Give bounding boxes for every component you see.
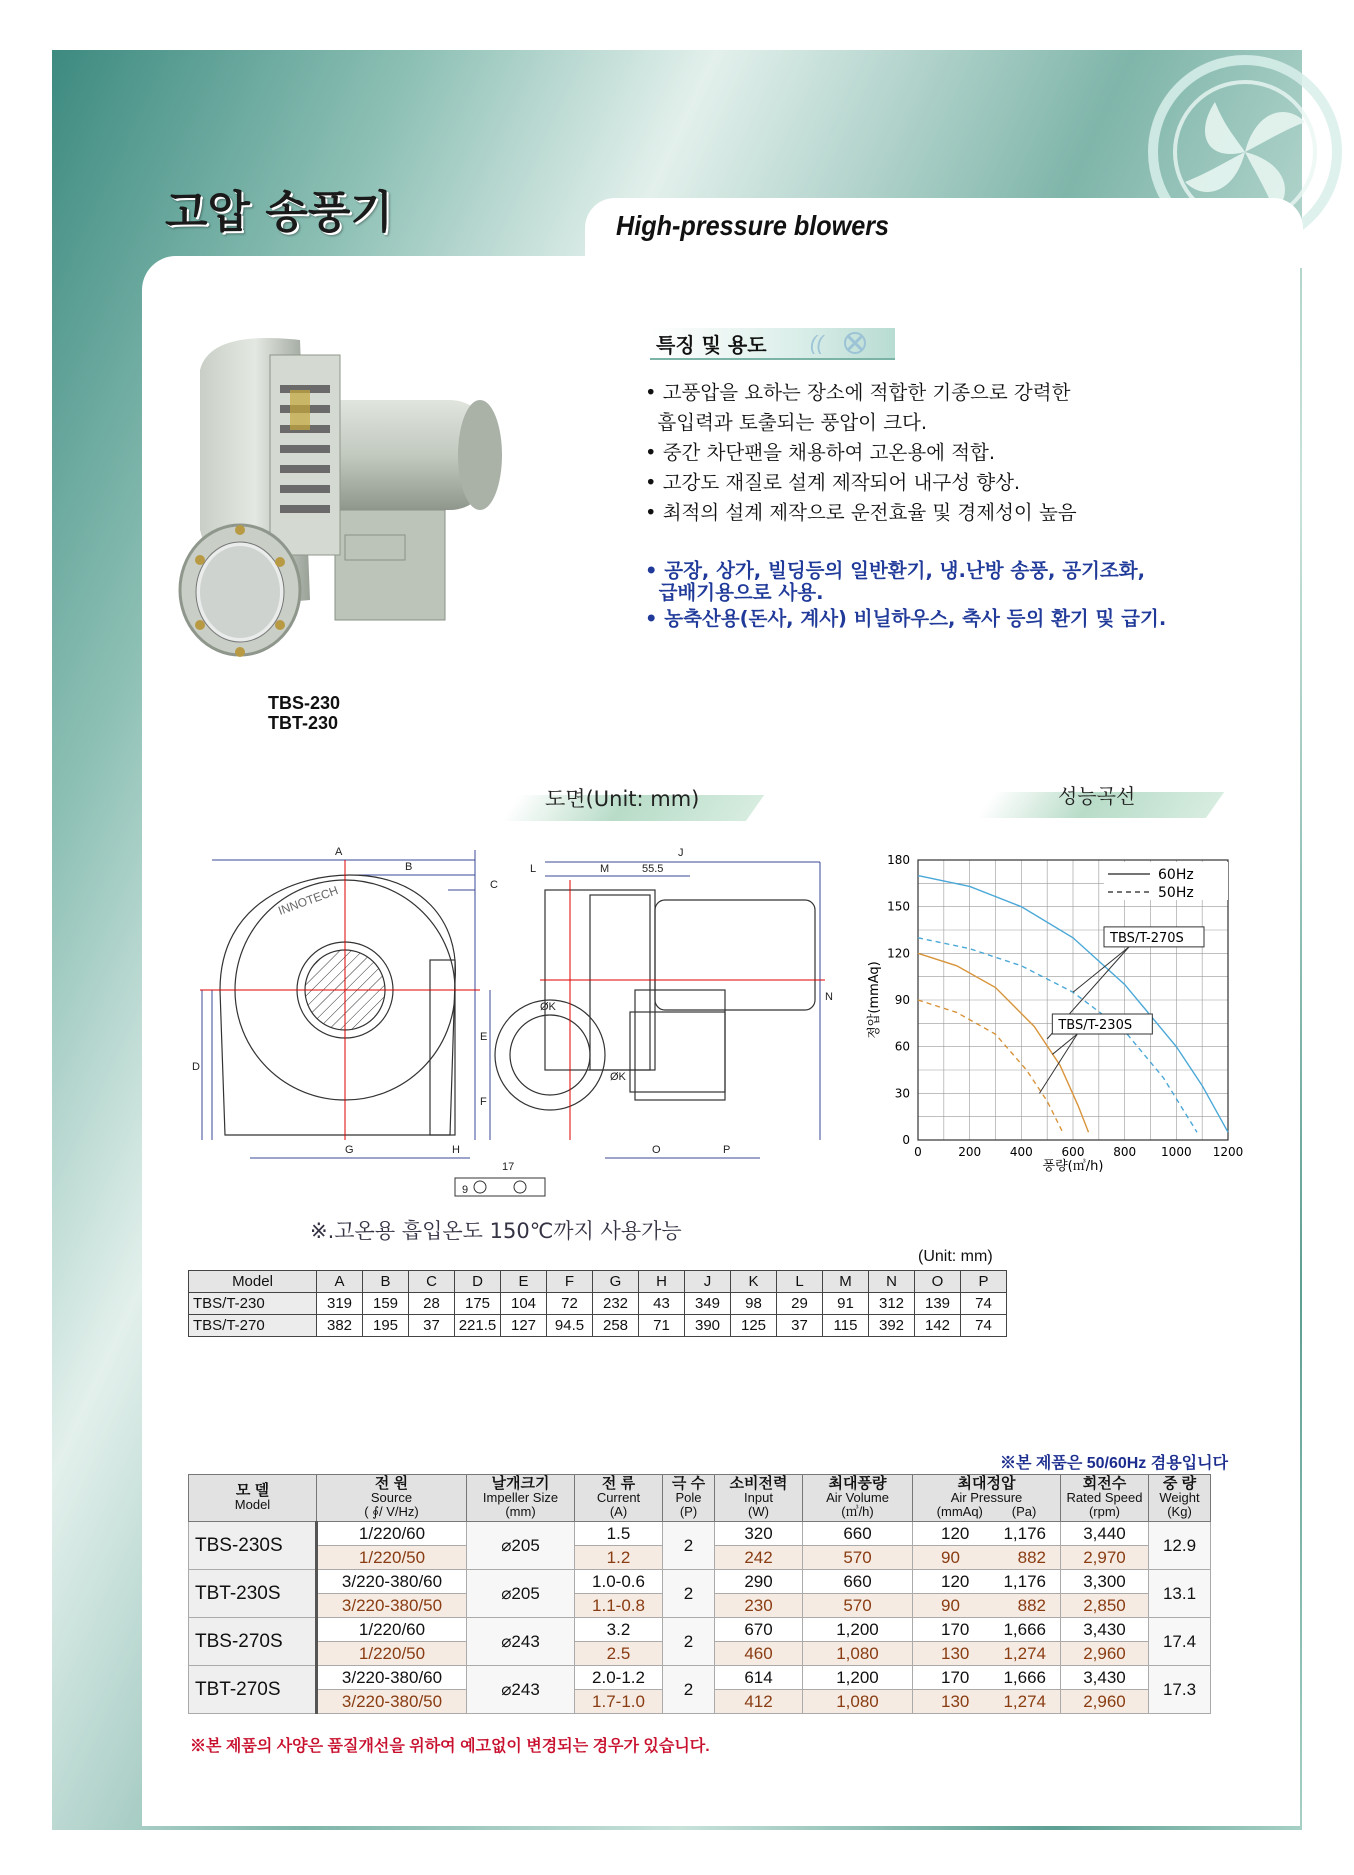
spec-input-50: 242 bbox=[715, 1546, 803, 1570]
dim-cell: 104 bbox=[501, 1293, 547, 1315]
spec-input-60: 290 bbox=[715, 1570, 803, 1594]
x-tick-label: 800 bbox=[1113, 1145, 1137, 1159]
dim-header: B bbox=[363, 1271, 409, 1293]
drawing-heading: 도면(Unit: mm) bbox=[545, 787, 700, 811]
annotation-leader bbox=[1052, 1034, 1077, 1054]
blower-product-image bbox=[180, 330, 500, 680]
spec-source-60: 1/220/60 bbox=[317, 1522, 467, 1546]
spec-model: TBS-270S bbox=[189, 1618, 317, 1666]
spec-source-50: 3/220-380/50 bbox=[317, 1594, 467, 1618]
svg-text:C: C bbox=[490, 879, 498, 891]
spec-current-50: 2.5 bbox=[575, 1642, 663, 1666]
feature-item: • 최적의 설계 제작으로 운전효율 및 경제성이 높음 bbox=[645, 501, 1077, 524]
spec-source-60: 3/220-380/60 bbox=[317, 1570, 467, 1594]
dim-cell: 258 bbox=[593, 1315, 639, 1337]
dim-cell: 74 bbox=[961, 1315, 1007, 1337]
spec-volume-60: 1,200 bbox=[803, 1618, 913, 1642]
x-tick-label: 0 bbox=[914, 1145, 922, 1159]
spec-pole: 2 bbox=[663, 1522, 715, 1570]
spec-header-model: 모 델 Model bbox=[189, 1475, 317, 1522]
x-tick-label: 200 bbox=[958, 1145, 982, 1159]
spec-input-50: 412 bbox=[715, 1690, 803, 1714]
feature-item: • 중간 차단팬을 채용하여 고온용에 적합. bbox=[645, 441, 996, 464]
spec-rpm-60: 3,440 bbox=[1061, 1522, 1149, 1546]
svg-text:P: P bbox=[723, 1144, 731, 1156]
frequency-note: ※본 제품은 50/60Hz 겸용입니다 bbox=[1000, 1455, 1229, 1472]
dim-cell: 71 bbox=[639, 1315, 685, 1337]
annotation-label: TBS/T-270S bbox=[1110, 930, 1184, 946]
dim-cell: 175 bbox=[455, 1293, 501, 1315]
dim-header: O bbox=[915, 1271, 961, 1293]
x-tick-label: 600 bbox=[1061, 1145, 1085, 1159]
features-heading-bar bbox=[650, 328, 895, 360]
spec-volume-60: 660 bbox=[803, 1522, 913, 1546]
spec-current-50: 1.1-0.8 bbox=[575, 1594, 663, 1618]
feature-item: • 고풍압을 요하는 장소에 적합한 기종으로 강력한 bbox=[645, 381, 1071, 404]
photo-model-labels bbox=[268, 693, 340, 733]
table-row bbox=[189, 1522, 1211, 1546]
dim-header: H bbox=[639, 1271, 685, 1293]
dim-cell: 159 bbox=[363, 1293, 409, 1315]
dim-cell: 312 bbox=[869, 1293, 915, 1315]
spec-header-row bbox=[189, 1475, 1211, 1522]
svg-text:55.5: 55.5 bbox=[642, 863, 664, 875]
svg-text:B: B bbox=[405, 861, 413, 873]
dim-cell: 29 bbox=[777, 1293, 823, 1315]
x-tick-label: 1000 bbox=[1161, 1145, 1192, 1159]
dim-cell: TBS/T-270 bbox=[189, 1315, 317, 1337]
spec-header-weight: 중 량 Weight (Kg) bbox=[1149, 1475, 1211, 1522]
spec-pole: 2 bbox=[663, 1666, 715, 1714]
spec-input-50: 230 bbox=[715, 1594, 803, 1618]
spec-pressure-60: 170 1,666 bbox=[913, 1618, 1061, 1642]
spec-weight: 13.1 bbox=[1149, 1570, 1211, 1618]
dim-header: L bbox=[777, 1271, 823, 1293]
dim-cell: 392 bbox=[869, 1315, 915, 1337]
svg-text:J: J bbox=[678, 847, 684, 859]
spec-pressure-60: 170 1,666 bbox=[913, 1666, 1061, 1690]
spec-weight: 17.4 bbox=[1149, 1618, 1211, 1666]
spec-rpm-50: 2,970 bbox=[1061, 1546, 1149, 1570]
performance-chart bbox=[860, 840, 1280, 1190]
dim-cell: 98 bbox=[731, 1293, 777, 1315]
y-tick-label: 30 bbox=[894, 1086, 910, 1101]
spec-pressure-60: 120 1,176 bbox=[913, 1570, 1061, 1594]
spec-header-source: 전 원 Source ( ∮/ V/Hz) bbox=[317, 1475, 467, 1522]
svg-text:N: N bbox=[825, 991, 833, 1003]
spec-header-air-volume: 최대풍량 Air Volume (㎥/h) bbox=[803, 1475, 913, 1522]
dim-cell: 37 bbox=[409, 1315, 455, 1337]
spec-volume-50: 1,080 bbox=[803, 1642, 913, 1666]
page-title-korean: 고압 송풍기 bbox=[165, 187, 393, 238]
dim-cell: 37 bbox=[777, 1315, 823, 1337]
use-item: 급배기용으로 사용. bbox=[645, 581, 824, 604]
spec-rpm-50: 2,960 bbox=[1061, 1642, 1149, 1666]
features-list bbox=[645, 378, 1265, 528]
spec-rpm-60: 3,300 bbox=[1061, 1570, 1149, 1594]
y-tick-label: 180 bbox=[887, 853, 910, 867]
spec-pressure-60: 120 1,176 bbox=[913, 1522, 1061, 1546]
spec-header-pole: 극 수 Pole (P) bbox=[663, 1475, 715, 1522]
annotation-label: TBS/T-230S bbox=[1058, 1018, 1133, 1033]
svg-text:E: E bbox=[480, 1031, 488, 1043]
dim-header: G bbox=[593, 1271, 639, 1293]
dim-cell: 115 bbox=[823, 1315, 869, 1337]
dim-header: D bbox=[455, 1271, 501, 1293]
y-tick-label: 150 bbox=[887, 899, 910, 914]
spec-input-60: 320 bbox=[715, 1522, 803, 1546]
features-heading: 특징 및 용도 bbox=[656, 333, 767, 357]
spec-table bbox=[188, 1474, 1211, 1714]
use-item: • 공장, 상가, 빌딩등의 일반환기, 냉.난방 송풍, 공기조화, bbox=[645, 559, 1146, 582]
svg-text:F: F bbox=[480, 1096, 487, 1108]
dim-header: J bbox=[685, 1271, 731, 1293]
dim-header: N bbox=[869, 1271, 915, 1293]
dim-cell: 349 bbox=[685, 1293, 731, 1315]
spec-rpm-50: 2,850 bbox=[1061, 1594, 1149, 1618]
dim-cell: 195 bbox=[363, 1315, 409, 1337]
dim-cell: TBS/T-230 bbox=[189, 1293, 317, 1315]
table-row bbox=[189, 1618, 1211, 1642]
photo-model-label: TBS-230 bbox=[268, 693, 341, 713]
spec-pole: 2 bbox=[663, 1618, 715, 1666]
svg-text:17: 17 bbox=[502, 1161, 515, 1173]
spec-current-60: 3.2 bbox=[575, 1618, 663, 1642]
y-tick-label: 0 bbox=[902, 1133, 910, 1147]
dim-cell: 74 bbox=[961, 1293, 1007, 1315]
x-axis-label: 풍량(㎥/h) bbox=[1042, 1159, 1104, 1174]
dim-header: Model bbox=[189, 1271, 317, 1293]
x-tick-label: 1200 bbox=[1212, 1145, 1244, 1159]
dim-header: F bbox=[547, 1271, 593, 1293]
spec-impeller: ⌀205 bbox=[467, 1570, 575, 1618]
svg-text:A: A bbox=[335, 846, 343, 858]
dim-cell: 91 bbox=[823, 1293, 869, 1315]
table-row bbox=[189, 1570, 1211, 1594]
spec-header-air-pressure: 최대정압 Air Pressure (mmAq) (Pa) bbox=[913, 1475, 1061, 1522]
feature-item: • 고강도 재질로 설계 제작되어 내구성 향상. bbox=[645, 471, 1021, 494]
spec-source-60: 3/220-380/60 bbox=[317, 1666, 467, 1690]
spec-header-impeller: 날개크기 Impeller Size (mm) bbox=[467, 1475, 575, 1522]
temperature-note: ※.고온용 흡입온도 150℃까지 사용가능 bbox=[310, 1219, 682, 1243]
svg-text:((: (( bbox=[810, 333, 824, 355]
dim-header: P bbox=[961, 1271, 1007, 1293]
dim-header: K bbox=[731, 1271, 777, 1293]
legend-label: 50Hz bbox=[1158, 885, 1194, 901]
dim-cell: 232 bbox=[593, 1293, 639, 1315]
svg-text:G: G bbox=[345, 1144, 354, 1156]
footer-note: ※본 제품의 사양은 품질개선을 위하여 예고없이 변경되는 경우가 있습니다. bbox=[190, 1738, 710, 1755]
spec-pressure-50: 90 882 bbox=[913, 1594, 1061, 1618]
y-tick-label: 90 bbox=[894, 993, 910, 1007]
spec-weight: 17.3 bbox=[1149, 1666, 1211, 1714]
svg-text:D: D bbox=[192, 1061, 200, 1073]
dim-cell: 125 bbox=[731, 1315, 777, 1337]
spec-source-50: 1/220/50 bbox=[317, 1642, 467, 1666]
spec-pressure-50: 90 882 bbox=[913, 1546, 1061, 1570]
dim-cell: 72 bbox=[547, 1293, 593, 1315]
spec-input-50: 460 bbox=[715, 1642, 803, 1666]
spec-input-60: 614 bbox=[715, 1666, 803, 1690]
performance-heading: 성능곡선 bbox=[1058, 784, 1136, 808]
x-tick-label: 400 bbox=[1009, 1145, 1033, 1159]
y-tick-label: 60 bbox=[894, 1039, 910, 1054]
spec-header-speed: 회전수 Rated Speed (rpm) bbox=[1061, 1475, 1149, 1522]
spec-header-input: 소비전력 Input (W) bbox=[715, 1475, 803, 1522]
spec-volume-60: 660 bbox=[803, 1570, 913, 1594]
spec-current-50: 1.2 bbox=[575, 1546, 663, 1570]
dim-cell: 382 bbox=[317, 1315, 363, 1337]
page-title-english: High-pressure blowers bbox=[616, 210, 890, 241]
spec-model: TBT-230S bbox=[189, 1570, 317, 1618]
spec-pole: 2 bbox=[663, 1570, 715, 1618]
dim-cell: 319 bbox=[317, 1293, 363, 1315]
fan-badge-icon bbox=[810, 330, 890, 356]
spec-rpm-60: 3,430 bbox=[1061, 1618, 1149, 1642]
spec-rpm-60: 3,430 bbox=[1061, 1666, 1149, 1690]
dim-cell: 28 bbox=[409, 1293, 455, 1315]
dim-header: A bbox=[317, 1271, 363, 1293]
spec-input-60: 670 bbox=[715, 1618, 803, 1642]
spec-pressure-50: 130 1,274 bbox=[913, 1642, 1061, 1666]
spec-rpm-50: 2,960 bbox=[1061, 1690, 1149, 1714]
dim-cell: 43 bbox=[639, 1293, 685, 1315]
spec-volume-60: 1,200 bbox=[803, 1666, 913, 1690]
y-tick-label: 120 bbox=[887, 946, 910, 961]
svg-text:L: L bbox=[530, 863, 537, 875]
dimension-drawing bbox=[190, 840, 833, 1210]
spec-impeller: ⌀205 bbox=[467, 1522, 575, 1570]
dim-cell: 142 bbox=[915, 1315, 961, 1337]
spec-current-50: 1.7-1.0 bbox=[575, 1690, 663, 1714]
table-row bbox=[189, 1666, 1211, 1690]
spec-source-50: 3/220-380/50 bbox=[317, 1690, 467, 1714]
spec-source-50: 1/220/50 bbox=[317, 1546, 467, 1570]
svg-text:9: 9 bbox=[462, 1184, 469, 1196]
spec-model: TBS-230S bbox=[189, 1522, 317, 1570]
spec-current-60: 2.0-1.2 bbox=[575, 1666, 663, 1690]
spec-header-current: 전 류 Current (A) bbox=[575, 1475, 663, 1522]
spec-volume-50: 570 bbox=[803, 1594, 913, 1618]
dim-cell: 390 bbox=[685, 1315, 731, 1337]
spec-impeller: ⌀243 bbox=[467, 1618, 575, 1666]
annotation-leader bbox=[1073, 947, 1129, 992]
dim-cell: 127 bbox=[501, 1315, 547, 1337]
dim-cell: 139 bbox=[915, 1293, 961, 1315]
y-axis-label: 정압(mmAq) bbox=[867, 961, 882, 1039]
spec-impeller: ⌀243 bbox=[467, 1666, 575, 1714]
spec-model: TBT-270S bbox=[189, 1666, 317, 1714]
brand-text: INNOTECH bbox=[276, 883, 340, 918]
svg-text:ØK: ØK bbox=[610, 1071, 626, 1083]
svg-text:M: M bbox=[600, 863, 610, 875]
spec-pressure-50: 130 1,274 bbox=[913, 1690, 1061, 1714]
dim-header: C bbox=[409, 1271, 455, 1293]
spec-volume-50: 1,080 bbox=[803, 1690, 913, 1714]
spec-source-60: 1/220/60 bbox=[317, 1618, 467, 1642]
uses-list bbox=[645, 560, 1285, 634]
svg-text:H: H bbox=[452, 1144, 460, 1156]
svg-text:ØK: ØK bbox=[540, 1001, 556, 1013]
dim-cell: 94.5 bbox=[547, 1315, 593, 1337]
dim-cell: 221.5 bbox=[455, 1315, 501, 1337]
dim-header: E bbox=[501, 1271, 547, 1293]
series-line bbox=[918, 1000, 1063, 1132]
table-row bbox=[189, 1293, 1007, 1315]
svg-text:O: O bbox=[652, 1144, 661, 1156]
photo-model-label: TBT-230 bbox=[268, 713, 339, 733]
table-row bbox=[189, 1315, 1007, 1337]
spec-current-60: 1.0-0.6 bbox=[575, 1570, 663, 1594]
legend-label: 60Hz bbox=[1158, 867, 1194, 883]
spec-weight: 12.9 bbox=[1149, 1522, 1211, 1570]
dim-header: M bbox=[823, 1271, 869, 1293]
spec-current-60: 1.5 bbox=[575, 1522, 663, 1546]
use-item: • 농축산용(돈사, 계사) 비닐하우스, 축사 등의 환기 및 급기. bbox=[645, 607, 1167, 630]
dimension-header-row bbox=[189, 1271, 1007, 1293]
dimension-unit: (Unit: mm) bbox=[918, 1248, 993, 1265]
spec-volume-50: 570 bbox=[803, 1546, 913, 1570]
dimension-table bbox=[188, 1270, 1007, 1337]
feature-item: 흡입력과 토출되는 풍압이 크다. bbox=[645, 411, 928, 434]
